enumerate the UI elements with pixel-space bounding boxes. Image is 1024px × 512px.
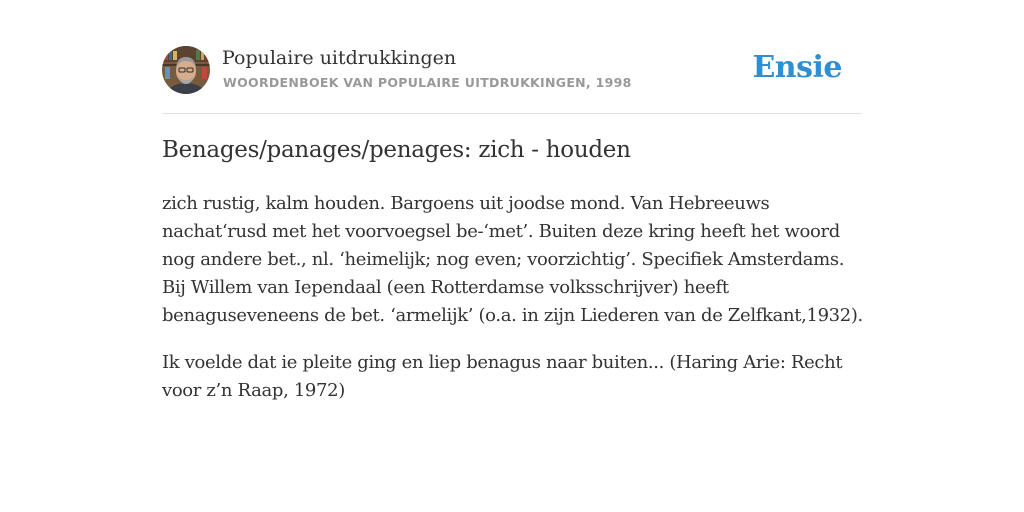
header-divider (162, 113, 862, 114)
source-header (162, 46, 862, 96)
entry-title: Benages/panages/penages: zich - houden (162, 137, 631, 163)
source-title[interactable]: Populaire uitdrukkingen (222, 47, 457, 69)
entry-example: Ik voelde dat ie pleite ging en liep benagus naar buiten... (Haring Arie: Recht voor z’n Raap, 1972) (162, 352, 843, 401)
author-avatar[interactable] (162, 46, 210, 94)
entry-definition: zich rustig, kalm houden. Bargoens uit joodse mond. Van Hebreeuws nachat‘rusd met het voorvoegsel be-‘met’. Buiten deze kring heeft het woord nog andere bet., nl. ‘heimelijk; nog even; voorzichtig’. Specifiek Amsterdams. Bij Willem van Iependaal (een Rotterdamse volksschrijver) heeft benaguseveneens de bet. ‘armelijk’ (o.a. in zijn Liederen van de Zelfkant,1932). (162, 193, 863, 326)
source-subtitle: WOORDENBOEK VAN POPULAIRE UITDRUKKINGEN, 1998 (223, 75, 632, 90)
ensie-logo-link[interactable]: Ensie (752, 50, 842, 85)
author-portrait-icon (162, 46, 210, 94)
